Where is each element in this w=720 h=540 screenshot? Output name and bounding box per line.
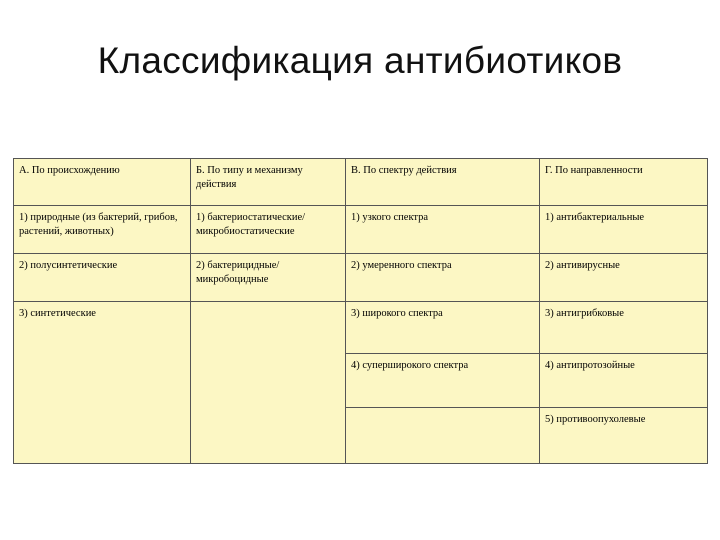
table-cell: 2) бактерицидные/ микробоцидные — [191, 254, 346, 302]
table-cell: 2) полусинтетические — [14, 254, 191, 302]
table-row — [14, 206, 708, 254]
table-cell: 1) природные (из бактерий, грибов, растений, животных) — [14, 206, 191, 254]
classification-table — [13, 158, 708, 464]
table-header-row — [14, 159, 708, 206]
page-title: Классификация антибиотиков — [97, 40, 623, 81]
table-cell: 2) умеренного спектра — [346, 254, 540, 302]
table-cell: 1) узкого спектра — [346, 206, 540, 254]
header-origin: А. По происхождению — [14, 159, 191, 206]
table-cell: 4) суперширокого спектра — [346, 354, 540, 408]
table-cell: 4) антипротозойные — [540, 354, 708, 408]
table-cell: 3) синтетические — [14, 302, 191, 464]
table-cell: 3) широкого спектра — [346, 302, 540, 354]
table-cell — [191, 302, 346, 464]
table-cell: 3) антигрибковые — [540, 302, 708, 354]
header-spectrum: В. По спектру действия — [346, 159, 540, 206]
table-row — [14, 302, 708, 354]
table-cell: 1) бактериостатические/ микробиостатические — [191, 206, 346, 254]
table-cell: 2) антивирусные — [540, 254, 708, 302]
table-cell: 1) антибактериальные — [540, 206, 708, 254]
table-row — [14, 254, 708, 302]
header-mechanism: Б. По типу и механизму действия — [191, 159, 346, 206]
table-cell: 5) противоопухолевые — [540, 408, 708, 464]
header-direction: Г. По направленности — [540, 159, 708, 206]
table-cell — [346, 408, 540, 464]
